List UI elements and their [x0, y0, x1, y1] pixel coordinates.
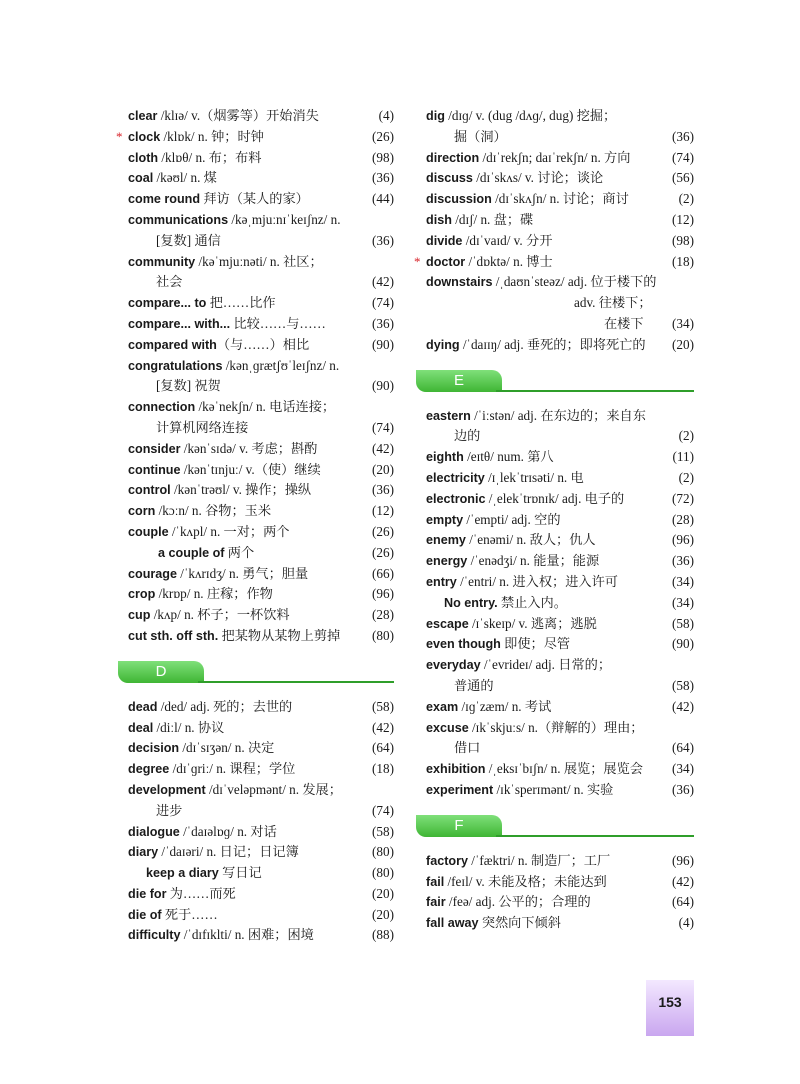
asterisk-mark: * — [414, 253, 421, 269]
entry-definition: /ˈdaɪəlɒɡ/ n. 对话 — [179, 823, 277, 839]
glossary-entry — [118, 780, 394, 801]
glossary-entry — [118, 738, 394, 759]
entry-definition: /ˌelekˈtrɒnɪk/ adj. 电子的 — [485, 490, 625, 506]
entry-headword: discussion — [426, 192, 492, 207]
entry-definition: 突然向下倾斜 — [478, 915, 561, 931]
entry-headword: courage — [128, 566, 177, 581]
entry-unit-number: (36) — [372, 170, 394, 186]
entry-headword: consider — [128, 441, 181, 456]
entry-definition: 写日记 — [218, 865, 262, 881]
entry-headword: downstairs — [426, 275, 493, 290]
entry-definition: /ˈempti/ adj. 空的 — [463, 511, 561, 527]
entry-headword: dead — [128, 699, 158, 714]
glossary-entry — [118, 564, 394, 585]
entry-headword: congratulations — [128, 358, 223, 373]
entry-unit-number: (74) — [372, 295, 394, 311]
entry-continuation-text: 掘（洞） — [454, 128, 507, 144]
glossary-entry — [118, 759, 394, 780]
entry-continuation-text: 借口 — [454, 740, 481, 756]
glossary-entry — [416, 148, 694, 169]
entry-definition: /dɪɡ/ v. (dug /dʌɡ/, dug) 挖掘； — [444, 108, 617, 123]
glossary-entry — [118, 697, 394, 718]
entry-unit-number: (90) — [372, 336, 394, 352]
glossary-entry — [416, 272, 694, 293]
glossary-entry — [416, 697, 694, 718]
glossary-entry — [118, 501, 394, 522]
entry-continuation — [118, 801, 394, 822]
entries-d — [118, 697, 394, 947]
entry-unit-number: (74) — [672, 149, 694, 165]
glossary-entry — [416, 593, 694, 614]
entry-continuation-text: 边的 — [454, 428, 481, 444]
entry-unit-number: (11) — [672, 449, 694, 465]
entry-headword: factory — [426, 853, 468, 868]
entry-continuation — [118, 272, 394, 293]
glossary-entry — [118, 584, 394, 605]
glossary-entry — [118, 189, 394, 210]
entry-definition: /ˈenəmi/ n. 敌人；仇人 — [465, 532, 596, 548]
glossary-entry — [416, 489, 694, 510]
entry-definition: /feɪl/ v. 未能及格；未能达到 — [444, 873, 607, 889]
entry-headword: even though — [426, 637, 501, 652]
entry-continuation — [416, 127, 694, 148]
glossary-entry — [118, 842, 394, 863]
entry-headword: electronic — [426, 491, 486, 506]
entry-continuation-text: [复数] 祝贺 — [156, 378, 221, 394]
entry-definition: /kənˈsɪdə/ v. 考虑；斟酌 — [180, 440, 318, 456]
glossary-entry — [118, 397, 394, 418]
entry-headword: discuss — [426, 171, 473, 186]
entry-continuation — [118, 376, 394, 397]
glossary-entry — [416, 231, 694, 252]
entry-headword: fail — [426, 874, 445, 889]
entry-definition: /ɪˈskeɪp/ v. 逃离；逃脱 — [468, 615, 597, 631]
entry-headword: development — [128, 782, 206, 797]
entry-continuation — [118, 418, 394, 439]
entry-headword: empty — [426, 512, 464, 527]
entry-definition: /ˌdaʊnˈsteəz/ adj. 位于楼下的 — [492, 274, 657, 290]
glossary-entry — [416, 510, 694, 531]
glossary-entry — [118, 822, 394, 843]
entry-headword: energy — [426, 554, 468, 569]
entry-definition: 禁止入内。 — [497, 594, 567, 610]
section-rule — [198, 681, 394, 683]
entry-unit-number: (34) — [672, 315, 694, 331]
entry-definition: /kɔːn/ n. 谷物；玉米 — [155, 503, 272, 519]
entry-unit-number: (4) — [378, 108, 394, 123]
entry-unit-number: (36) — [672, 553, 694, 569]
glossary-entry — [416, 551, 694, 572]
entry-unit-number: (98) — [372, 149, 394, 165]
entry-headword: everyday — [426, 658, 481, 673]
glossary-entry — [416, 872, 694, 893]
glossary-entry — [416, 168, 694, 189]
entry-unit-number: (90) — [672, 636, 694, 652]
entry-unit-number: (20) — [672, 336, 694, 352]
glossary-entry — [118, 543, 394, 564]
entry-unit-number: (42) — [372, 274, 394, 290]
entry-continuation-text: 计算机网络连接 — [156, 419, 249, 435]
entry-definition: /ɪˌlekˈtrɪsəti/ n. 电 — [484, 469, 584, 485]
entry-headword: direction — [426, 150, 480, 165]
glossary-entry — [118, 863, 394, 884]
entry-headword: dialogue — [128, 824, 180, 839]
entry-unit-number: (26) — [372, 544, 394, 560]
entry-unit-number: (90) — [372, 378, 394, 394]
entry-headword: diary — [128, 845, 159, 860]
glossary-entry — [118, 314, 394, 335]
glossary-entry — [118, 626, 394, 647]
entry-definition: /eɪtθ/ num. 第八 — [463, 449, 554, 465]
entry-headword: eastern — [426, 408, 471, 423]
entry-headword: enemy — [426, 533, 466, 548]
entry-unit-number: (58) — [672, 615, 694, 631]
entry-unit-number: (12) — [372, 503, 394, 519]
glossary-entry — [416, 572, 694, 593]
entry-definition: /kəʊl/ n. 煤 — [153, 170, 217, 186]
entry-unit-number: (34) — [672, 573, 694, 589]
entry-unit-number: (58) — [372, 823, 394, 839]
entry-unit-number: (98) — [672, 232, 694, 248]
entry-unit-number: (64) — [372, 740, 394, 756]
entry-headword: die of — [128, 907, 162, 922]
entry-unit-number: (72) — [672, 490, 694, 506]
entry-headword: fall away — [426, 916, 479, 931]
entry-headword: compare... with... — [128, 316, 231, 331]
entry-unit-number: (18) — [672, 253, 694, 269]
entry-unit-number: (18) — [372, 761, 394, 777]
entry-continuation — [416, 293, 694, 314]
entry-headword: continue — [128, 462, 181, 477]
entry-unit-number: (42) — [372, 440, 394, 456]
entry-definition: （与……）相比 — [216, 336, 310, 352]
entry-definition: /ɪɡˈzæm/ n. 考试 — [458, 698, 552, 714]
glossary-entry — [416, 252, 694, 273]
entry-definition: /kəˈmjuːnəti/ n. 社区； — [195, 253, 323, 269]
entry-definition: /ˈdaɪɪŋ/ adj. 垂死的；即将死亡的 — [459, 336, 646, 352]
section-tab-e: E — [416, 370, 502, 392]
entry-definition: /dɪˈsɪʒən/ n. 决定 — [179, 740, 275, 756]
entry-definition: /klɒk/ n. 钟；时钟 — [160, 128, 264, 144]
entry-definition: 比较……与…… — [230, 315, 326, 331]
entry-unit-number: (96) — [672, 852, 694, 868]
glossary-entry — [118, 925, 394, 946]
entry-unit-number: (80) — [372, 627, 394, 643]
entry-definition: /kənˈtɪnjuː/ v.（使）继续 — [180, 461, 321, 477]
glossary-entry — [118, 905, 394, 926]
entry-definition: 死于…… — [161, 906, 218, 922]
entry-continuation-text: 在楼下 — [604, 315, 644, 331]
entry-definition: /diːl/ n. 协议 — [153, 719, 225, 735]
entries-e — [416, 406, 694, 801]
glossary-entry — [118, 460, 394, 481]
entry-headword: corn — [128, 504, 156, 519]
glossary-entry — [118, 106, 394, 127]
glossary-entry — [416, 468, 694, 489]
entry-continuation — [416, 426, 694, 447]
glossary-entry — [118, 884, 394, 905]
entry-headword: compare... to — [128, 296, 207, 311]
entry-headword: electricity — [426, 470, 485, 485]
glossary-entry — [416, 447, 694, 468]
asterisk-mark: * — [116, 128, 123, 144]
entry-continuation — [416, 676, 694, 697]
entry-headword: excuse — [426, 720, 469, 735]
entry-unit-number: (20) — [372, 885, 394, 901]
entry-definition: 把……比作 — [206, 295, 276, 311]
entry-unit-number: (36) — [672, 781, 694, 797]
entry-unit-number: (28) — [372, 607, 394, 623]
entry-definition: /ˈentri/ n. 进入权；进入许可 — [456, 573, 618, 589]
entry-definition: /dɪˈɡriː/ n. 课程；学位 — [169, 761, 296, 777]
entry-definition: /dɪʃ/ n. 盘；碟 — [451, 211, 534, 227]
entry-definition: /ˈdɪfɪklti/ n. 困难；困境 — [180, 927, 314, 943]
glossary-entry — [416, 913, 694, 934]
entry-unit-number: (56) — [672, 170, 694, 186]
entry-unit-number: (80) — [372, 865, 394, 881]
entry-continuation-text: 社会 — [156, 274, 183, 290]
entry-definition: /ˈkʌpl/ n. 一对；两个 — [168, 523, 290, 539]
entry-headword: cloth — [128, 150, 159, 165]
entry-definition: /ˈkʌrɪdʒ/ n. 勇气；胆量 — [177, 565, 309, 581]
entry-unit-number: (2) — [678, 469, 694, 485]
entry-unit-number: (88) — [372, 927, 394, 943]
entry-headword: dish — [426, 212, 452, 227]
entry-headword: connection — [128, 400, 196, 415]
entry-headword: a couple of — [158, 545, 225, 560]
entry-unit-number: (2) — [678, 191, 694, 207]
entry-continuation-text: [复数] 通信 — [156, 232, 221, 248]
entry-definition: /ˈfæktri/ n. 制造厂；工厂 — [468, 852, 611, 868]
entry-headword: coal — [128, 171, 154, 186]
entry-headword: degree — [128, 762, 170, 777]
glossary-entry — [118, 210, 394, 231]
entry-headword: compared with — [128, 337, 217, 352]
glossary-entry — [416, 851, 694, 872]
entry-unit-number: (36) — [372, 482, 394, 498]
glossary-entry — [416, 189, 694, 210]
section-rule — [496, 835, 694, 837]
section-header-d — [118, 661, 394, 687]
entry-continuation-text: 普通的 — [454, 677, 494, 693]
entries-d-continued — [416, 106, 694, 356]
glossary-entry — [118, 718, 394, 739]
entry-definition: /dɪˈskʌs/ v. 讨论；谈论 — [472, 170, 604, 186]
entry-definition: /dɪˈveləpmənt/ n. 发展； — [205, 781, 342, 797]
entry-unit-number: (20) — [372, 461, 394, 477]
entry-headword: control — [128, 483, 171, 498]
entry-definition: /ˈdaɪəri/ n. 日记；日记簿 — [158, 844, 299, 860]
glossary-entry — [118, 356, 394, 377]
entry-definition: /dɪˈvaɪd/ v. 分开 — [462, 232, 553, 248]
entry-definition: /ˈevrideɪ/ adj. 日常的； — [480, 657, 612, 673]
entry-unit-number: (2) — [678, 428, 694, 444]
entry-unit-number: (42) — [372, 719, 394, 735]
entry-unit-number: (42) — [672, 698, 694, 714]
entry-definition: 为……而死 — [166, 885, 236, 901]
entry-headword: communications — [128, 212, 229, 227]
entry-unit-number: (80) — [372, 844, 394, 860]
entry-definition: /ˈiːstən/ adj. 在东边的；来自东 — [470, 407, 646, 423]
glossary-entry — [416, 530, 694, 551]
glossary-entry — [118, 605, 394, 626]
entry-headword: die for — [128, 886, 167, 901]
entry-headword: clear — [128, 109, 158, 123]
entry-unit-number: (36) — [372, 232, 394, 248]
entry-unit-number: (4) — [678, 915, 694, 931]
entry-headword: deal — [128, 720, 154, 735]
entry-continuation — [118, 231, 394, 252]
entry-headword: exam — [426, 699, 459, 714]
entry-unit-number: (42) — [672, 873, 694, 889]
entry-definition: /ˈenədʒi/ n. 能量；能源 — [467, 553, 600, 569]
entry-continuation — [416, 314, 694, 335]
entry-unit-number: (58) — [672, 677, 694, 693]
glossary-entry — [118, 480, 394, 501]
entry-headword: cup — [128, 608, 151, 623]
entry-definition: /krɒp/ n. 庄稼；作物 — [155, 586, 273, 602]
entry-definition: /kənˌɡrætʃʊˈleɪʃnz/ n. — [222, 357, 340, 373]
entry-headword: difficulty — [128, 928, 181, 943]
entry-headword: cut sth. off sth. — [128, 628, 219, 643]
entry-headword: crop — [128, 587, 156, 602]
glossary-entry — [416, 892, 694, 913]
section-header-f — [416, 815, 694, 841]
entry-definition: /kʌp/ n. 杯子；一杯饮料 — [150, 607, 290, 623]
entry-continuation-text: adv. 往楼下； — [574, 295, 652, 311]
section-tab-d: D — [118, 661, 204, 683]
right-column — [416, 106, 694, 934]
glossary-entry — [118, 252, 394, 273]
entry-headword: couple — [128, 524, 169, 539]
entry-headword: doctor — [426, 254, 466, 269]
entry-headword: fair — [426, 895, 446, 910]
glossary-entry — [118, 168, 394, 189]
glossary-entry — [416, 759, 694, 780]
entry-definition: /ɪkˈskjuːs/ n.（辩解的）理由； — [468, 719, 644, 735]
entry-definition: /kəˌmjuːnɪˈkeɪʃnz/ n. — [228, 211, 341, 227]
entry-headword: keep a diary — [146, 866, 219, 881]
glossary-entry — [416, 406, 694, 427]
entry-headword: exhibition — [426, 762, 486, 777]
glossary-entry — [416, 718, 694, 739]
entry-unit-number: (66) — [372, 565, 394, 581]
section-header-e — [416, 370, 694, 396]
glossary-entry — [416, 106, 694, 127]
glossary-entry — [416, 655, 694, 676]
entry-unit-number: (74) — [372, 419, 394, 435]
entry-definition: /dɪˈrekʃn; daɪˈrekʃn/ n. 方向 — [479, 149, 631, 165]
entry-headword: escape — [426, 616, 469, 631]
page-number: 153 — [646, 980, 694, 1036]
entry-headword: dying — [426, 337, 460, 352]
entry-unit-number: (34) — [672, 761, 694, 777]
entry-headword: decision — [128, 741, 180, 756]
entry-unit-number: (74) — [372, 802, 394, 818]
entry-unit-number: (28) — [672, 511, 694, 527]
entry-headword: come round — [128, 192, 201, 207]
glossary-entry — [118, 439, 394, 460]
section-rule — [496, 390, 694, 392]
entry-headword: clock — [128, 129, 161, 144]
entry-definition: /klɪə/ v.（烟雾等）开始消失 — [157, 108, 319, 123]
glossary-entry — [118, 522, 394, 543]
entry-definition: /ded/ adj. 死的；去世的 — [157, 698, 293, 714]
entry-unit-number: (96) — [672, 532, 694, 548]
entry-definition: /ˌeksɪˈbɪʃn/ n. 展览；展览会 — [485, 761, 643, 777]
glossary-entry — [416, 335, 694, 356]
section-tab-f: F — [416, 815, 502, 837]
entry-unit-number: (20) — [372, 906, 394, 922]
entry-continuation-text: 进步 — [156, 802, 183, 818]
left-column — [118, 106, 394, 946]
entry-unit-number: (34) — [672, 594, 694, 610]
entry-unit-number: (36) — [372, 315, 394, 331]
entry-unit-number: (26) — [372, 128, 394, 144]
entry-headword: eighth — [426, 450, 464, 465]
entry-headword: community — [128, 254, 196, 269]
entry-definition: /dɪˈskʌʃn/ n. 讨论；商讨 — [491, 191, 629, 207]
entries-c — [118, 106, 394, 647]
entry-definition: 即使；尽管 — [500, 636, 571, 652]
entries-f — [416, 851, 694, 934]
glossary-entry — [118, 127, 394, 148]
entry-headword: divide — [426, 233, 463, 248]
entry-definition: /kənˈtrəʊl/ v. 操作；操纵 — [170, 482, 312, 498]
glossary-entry — [416, 780, 694, 801]
entry-unit-number: (64) — [672, 894, 694, 910]
entry-unit-number: (58) — [372, 698, 394, 714]
entry-definition: 两个 — [224, 544, 255, 560]
entry-unit-number: (26) — [372, 523, 394, 539]
entry-definition: /ˈdɒktə/ n. 博士 — [465, 253, 553, 269]
glossary-entry — [416, 634, 694, 655]
entry-definition: /feə/ adj. 公平的；合理的 — [445, 894, 591, 910]
entry-headword: dig — [426, 109, 445, 123]
glossary-entry — [118, 148, 394, 169]
entry-unit-number: (96) — [372, 586, 394, 602]
glossary-entry — [416, 614, 694, 635]
entry-unit-number: (64) — [672, 740, 694, 756]
entry-unit-number: (36) — [672, 128, 694, 144]
entry-headword: experiment — [426, 782, 494, 797]
entry-definition: /ɪkˈsperɪmənt/ n. 实验 — [493, 781, 614, 797]
entry-definition: 拜访（某人的家） — [200, 191, 309, 207]
entry-headword: No entry. — [444, 595, 498, 610]
glossary-entry — [118, 293, 394, 314]
entry-definition: /klɒθ/ n. 布；布料 — [158, 149, 262, 165]
entry-definition: 把某物从某物上剪掉 — [218, 627, 341, 643]
entry-continuation — [416, 738, 694, 759]
entry-unit-number: (44) — [372, 191, 394, 207]
entry-definition: /kəˈnekʃn/ n. 电话连接； — [195, 399, 336, 415]
entry-unit-number: (12) — [672, 211, 694, 227]
glossary-entry — [118, 335, 394, 356]
entry-headword: entry — [426, 574, 457, 589]
glossary-entry — [416, 210, 694, 231]
